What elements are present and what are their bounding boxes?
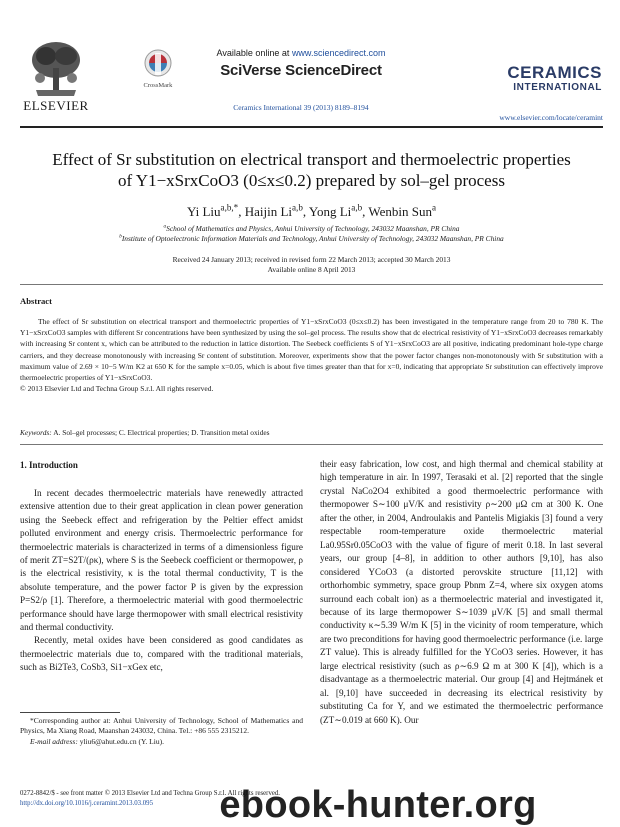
journal-logo bbox=[472, 64, 602, 94]
intro-heading: 1. Introduction bbox=[20, 460, 78, 470]
author[interactable]: Yi Liu$^{a,b,*}$ bbox=[186, 202, 239, 219]
elsevier-logo bbox=[22, 38, 90, 100]
footnote-rule bbox=[20, 712, 120, 713]
author[interactable]: Wenbin Sun$^a$ bbox=[368, 202, 437, 219]
affiliation-b: $^b$Institute of Optoelectronic Information Materials and Technology, Anhui University of Technology, 243032 Maanshan, PR China bbox=[119, 233, 504, 243]
email-address[interactable]: yliu6@ahut.edu.cn (Y. Liu). bbox=[79, 736, 164, 746]
journal-logo-subtitle: INTERNATIONAL bbox=[513, 82, 602, 93]
issn-copyright: 0272-8842/$ - see front matter © 2013 Elsevier Ltd and Techna Group S.r.l. All rights reserved. bbox=[20, 790, 280, 797]
author[interactable]: Yong Li$^{a,b}$ bbox=[308, 202, 363, 219]
sciverse-logo: SciVerse ScienceDirect bbox=[220, 62, 382, 79]
right-column bbox=[320, 458, 603, 727]
doi-link[interactable]: http://dx.doi.org/10.1016/j.ceramint.2013.03.095 bbox=[20, 799, 153, 807]
article-dates bbox=[20, 255, 603, 275]
abstract-body bbox=[20, 316, 603, 394]
article-title-line1: Effect of Sr substitution on electrical transport and thermoelectric properties bbox=[52, 150, 571, 169]
email-label: E-mail address: bbox=[30, 736, 78, 746]
journal-logo-title: CERAMICS bbox=[507, 63, 602, 82]
footnote bbox=[20, 716, 303, 747]
crossmark-label: CrossMark bbox=[143, 82, 173, 89]
crossmark-icon bbox=[143, 48, 173, 80]
journal-url[interactable]: www.elsevier.com/locate/ceramint bbox=[499, 113, 603, 122]
intro-paragraph-1: In recent decades thermoelectric materials have renewedly attracted extensive attention due to their great application in clean power generation using the Seebeck effect and refrigeration by the Peltier effect amidst polluted environment and energy crisis. Thermoelectric performance for thermoelectric materials is characterized in terms of a dimensionless figure of merit ZT=S2T/(ρκ), where S is the Seebeck coefficient or thermopower, ρ is the electrical resistivity, κ is the total thermal conductivity, T is the absolute temperature, and the power factor P is given by the expression P=S2/ρ [1]. Therefore, a thermoelectric material with good thermoelectric performance should have large thermopower with small electrical resistivity and thermal conductivity. bbox=[20, 488, 303, 633]
affiliations bbox=[20, 224, 603, 244]
author-list: Yi Liu$^{a,b,*}$, Haijin Li$^{a,b}$, Yong Li$^{a,b}$, Wenbin Sun$^a$ bbox=[186, 202, 437, 219]
received-dates: Received 24 January 2013; received in revised form 22 March 2013; accepted 30 March 2013 bbox=[172, 255, 451, 264]
email-line bbox=[20, 737, 303, 747]
abstract-top-rule bbox=[20, 284, 603, 285]
left-column bbox=[20, 487, 303, 675]
publisher-name: ELSEVIER bbox=[23, 98, 89, 113]
corresponding-author-note: *Corresponding author at: Anhui University of Technology, School of Mathematics and Physics, Ma Xiang Road, Maanshan 243032, China. Tel.: +86 555 2315212. bbox=[20, 716, 303, 736]
watermark: ebook-hunter.org bbox=[219, 784, 537, 826]
author[interactable]: Haijin Li$^{a,b}$ bbox=[244, 202, 303, 219]
abstract-heading: Abstract bbox=[20, 296, 52, 306]
abstract-bottom-rule bbox=[20, 444, 603, 445]
journal-citation[interactable]: Ceramics International 39 (2013) 8189–8194 bbox=[233, 103, 369, 112]
abstract-paragraph: The effect of Sr substitution on electrical transport and thermoelectric properties of Y1−xSrxCoO3 (0≤x≤0.2) has been investigated in the temperature range from 20 to 780 K. The Y1−xSrxCoO3 samples with different Sr concentrations have been synthesized by using the sol–gel process. The results show that dc electrical resistivity of Y1−xSrxCoO3 decreases remarkably with increasing Sr content x, which can be attributed to the reduction in lattice distortion. The Seebeck coefficients S of Y1−xSrxCoO3 are all positive, indicating predominant hole-type charge carriers, and they decrease monotonously with increasing Sr content of substitution. Moreover, experiments show that the power factor changes non-monotonously with Sr substitution with a maximum value of 2.69 × 10−5 W/m K2 at 650 K for the sample x=0.05, which is about five times greater than that for x=0, indicating that appropriate Sr substitution can effectively improve thermoelectric properties of Y1−xSrxCoO3. bbox=[20, 317, 603, 383]
abstract-copyright: © 2013 Elsevier Ltd and Techna Group S.r.l. All rights reserved. bbox=[20, 384, 214, 394]
available-online bbox=[190, 48, 412, 58]
available-date: Available online 8 April 2013 bbox=[267, 265, 356, 274]
article-title-line2: of Y1−xSrxCoO3 (0≤x≤0.2) prepared by sol–gel process bbox=[118, 171, 505, 190]
keywords-label: Keywords: bbox=[20, 428, 52, 437]
crossmark-logo[interactable] bbox=[143, 48, 173, 80]
header-rule bbox=[20, 126, 603, 128]
intro-paragraph-right: their easy fabrication, low cost, and high thermal and chemical stability at high temperature in air. In 1997, Terasaki et al. [2] reported that the single crystal NaCo2O4 exhibited a good thermoelectric performance with thermopower S∼100 μV/K and resistivity ρ∼200 μΩ cm at 300 K. One after the other, in 2004, Androulakis and Pantelis Migiakis [3] found a very respectable room-temperature oxide thermoelectric material La0.95Sr0.05CoO3 with the value of figure of merit 0.18. In last several years, our group [4–8], in addition to other authors [9,10], has also considered YCoO3 (a distorted perovskite structure [11,12] with orthorhombic symmetry, space group Pbnm Z=4, where six oxygen atoms surround each cobalt ion) as a thermoelectric material and investigated it, because of its large thermopower S∼1039 μV/K [5] and small thermal conductivity κ∼5.39 W/m K [5] in the vicinity of room temperature, which are two preconditions for having good thermoelectric performance (i.e. large ZT value). This is already fulfilled for the YCoO3 series. However, it has large electrical resistivity (such as ρ∼6.9 Ω m at 300 K [4]), which is a disadvantage as a thermoelectric material. Our group [4] and Hejtmánek et al. [9,10] have succeeded in decreasing its electrical resistivity by substituting Ca for Y, and we estimated the thermoelectric performance (ZT∼0.019 at 660 K). Our bbox=[320, 459, 603, 725]
available-prefix: Available online at bbox=[216, 48, 290, 58]
keywords-list: A. Sol–gel processes; C. Electrical properties; D. Transition metal oxides bbox=[53, 428, 270, 437]
article-title bbox=[20, 149, 603, 191]
keywords bbox=[20, 428, 603, 437]
intro-paragraph-2: Recently, metal oxides have been considered as good candidates as thermoelectric materials due to, compared with the traditional materials, such as Bi2Te3, CoSb3, Si1−xGex etc, bbox=[20, 635, 303, 673]
sciencedirect-link[interactable]: www.sciencedirect.com bbox=[291, 48, 386, 58]
affiliation-a: $^a$School of Mathematics and Physics, Anhui University of Technology, 243032 Maanshan, PR China bbox=[163, 223, 460, 233]
elsevier-tree-icon bbox=[22, 38, 90, 100]
